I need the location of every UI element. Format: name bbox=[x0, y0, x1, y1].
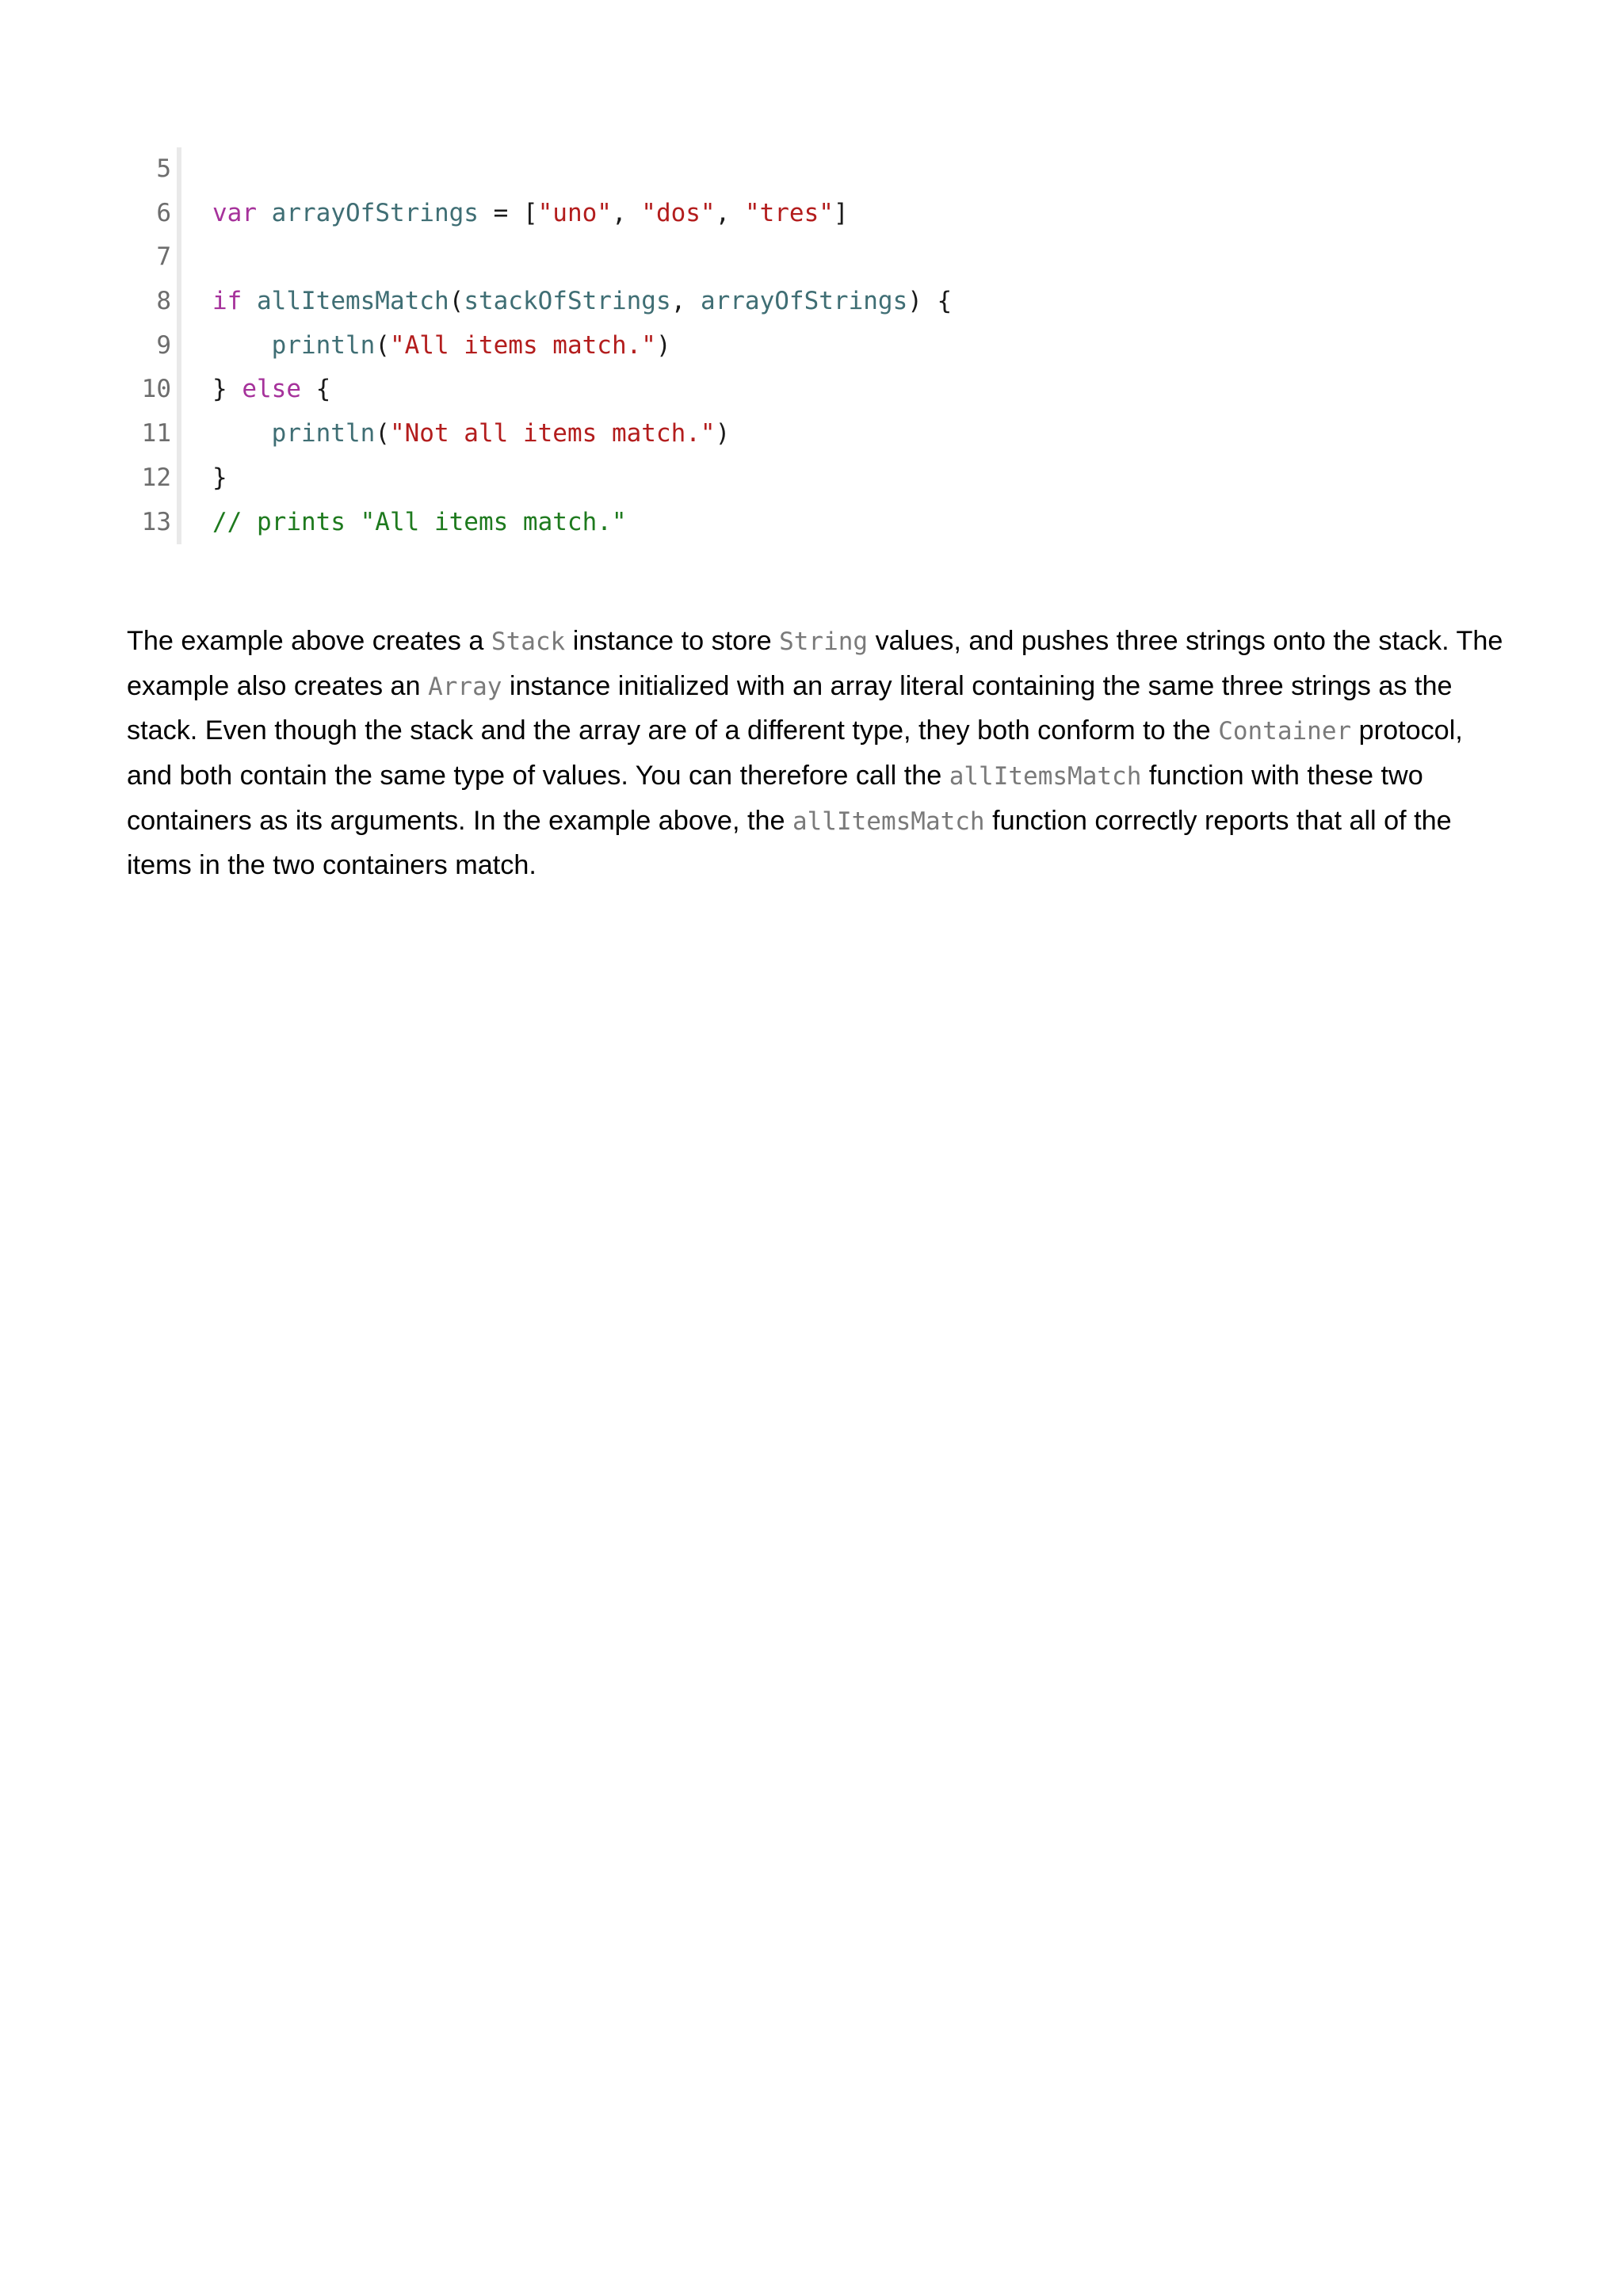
code-token: ) bbox=[715, 419, 731, 448]
code-token bbox=[242, 287, 257, 315]
line-number: 12 bbox=[141, 463, 171, 492]
text-run: instance initialized with an array literal containing the same three strings as the stack. Even though the stack and the array are of a different type, they both conform to the bbox=[127, 670, 1453, 746]
text-run: function with these two containers as its arguments. In the example above, the bbox=[127, 760, 1423, 836]
code-token: arrayOfStrings bbox=[271, 198, 479, 227]
line-number: 10 bbox=[141, 375, 171, 404]
code-line bbox=[127, 412, 1490, 456]
code-token: = [ bbox=[478, 198, 538, 227]
code-line bbox=[127, 192, 1490, 236]
code-token: "uno" bbox=[537, 198, 612, 227]
code-text bbox=[212, 456, 227, 501]
line-number: 8 bbox=[156, 287, 171, 316]
code-token bbox=[257, 199, 272, 227]
code-text bbox=[212, 280, 952, 324]
code-token: "tres" bbox=[744, 198, 834, 227]
code-token: { bbox=[300, 375, 331, 404]
code-token bbox=[212, 419, 272, 448]
line-number: 11 bbox=[141, 419, 171, 448]
code-line bbox=[127, 368, 1490, 412]
code-token: if bbox=[212, 287, 242, 316]
code-token: else bbox=[242, 375, 301, 404]
line-number: 6 bbox=[156, 198, 171, 227]
text-run: function correctly reports that all of the items in the two containers match. bbox=[127, 805, 1452, 881]
code-line bbox=[127, 501, 1490, 545]
code-token: ) bbox=[655, 330, 671, 360]
code-text bbox=[212, 412, 730, 456]
code-token: } bbox=[212, 375, 242, 404]
code-text bbox=[212, 192, 849, 236]
text-run: The example above creates a bbox=[127, 626, 491, 657]
code-token: arrayOfStrings bbox=[700, 287, 908, 316]
code-token: allItemsMatch bbox=[257, 287, 449, 316]
code-text bbox=[212, 501, 627, 545]
code-line bbox=[127, 280, 1490, 324]
inline-code: Array bbox=[428, 672, 502, 701]
code-token bbox=[212, 331, 272, 360]
code-text bbox=[212, 368, 330, 412]
code-token: stackOfStrings bbox=[464, 287, 671, 316]
code-token: var bbox=[212, 198, 257, 227]
line-number: 9 bbox=[156, 330, 171, 360]
code-token: } bbox=[212, 463, 227, 492]
line-number: 5 bbox=[156, 154, 171, 183]
code-token: , bbox=[611, 198, 642, 227]
code-token: ( bbox=[375, 419, 390, 448]
code-token: , bbox=[670, 287, 701, 316]
code-token: "Not all items match." bbox=[389, 419, 716, 448]
text-run: values, and pushes three strings onto the stack. The example also creates an bbox=[127, 626, 1503, 701]
text-run: instance to store bbox=[565, 626, 780, 657]
line-number: 7 bbox=[156, 242, 171, 272]
code-block bbox=[127, 147, 1490, 544]
line-number: 13 bbox=[141, 507, 171, 536]
text-run: protocol, and both contain the same type of values. You can therefore call the bbox=[127, 715, 1463, 791]
code-token: println bbox=[271, 419, 376, 448]
inline-code: allItemsMatch bbox=[949, 761, 1142, 791]
code-token: ) { bbox=[907, 287, 953, 316]
code-token: ] bbox=[833, 198, 849, 227]
code-token: , bbox=[715, 198, 745, 227]
code-token: "dos" bbox=[641, 198, 716, 227]
code-token: ( bbox=[449, 287, 464, 316]
code-token: ( bbox=[375, 330, 390, 360]
code-token: println bbox=[271, 330, 376, 360]
code-line bbox=[127, 235, 1490, 280]
code-token: "All items match." bbox=[389, 330, 656, 360]
code-text bbox=[212, 324, 671, 368]
code-line bbox=[127, 324, 1490, 368]
body-paragraph bbox=[127, 620, 1506, 888]
code-line bbox=[127, 456, 1490, 501]
inline-code: String bbox=[779, 627, 869, 657]
inline-code: allItemsMatch bbox=[792, 807, 985, 836]
code-token: // prints "All items match." bbox=[212, 507, 627, 536]
inline-code: Container bbox=[1218, 717, 1352, 746]
code-line bbox=[127, 147, 1490, 192]
inline-code: Stack bbox=[491, 627, 566, 657]
